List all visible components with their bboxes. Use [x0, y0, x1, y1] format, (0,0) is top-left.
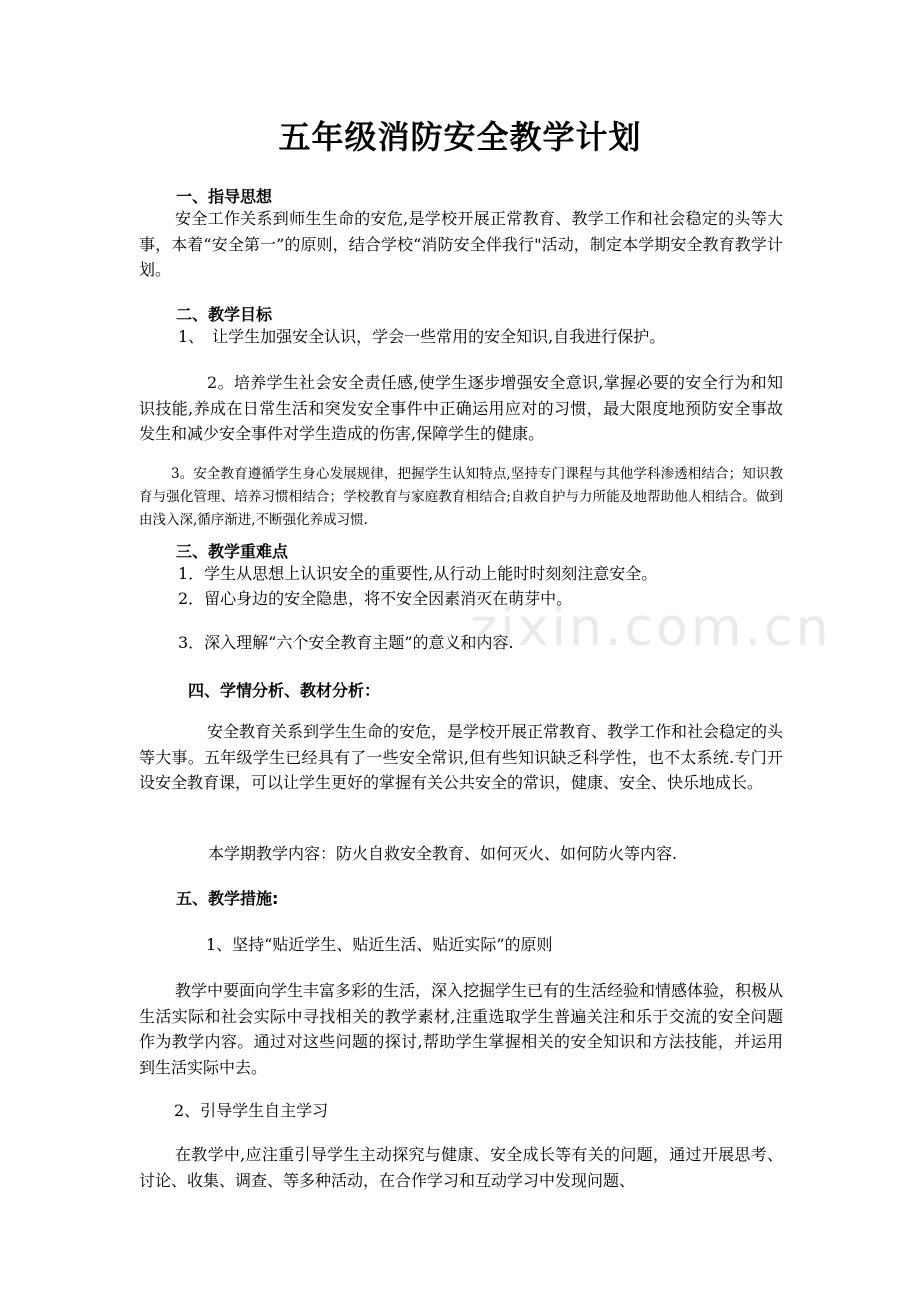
section-1-paragraph: 安全工作关系到师生生命的安危,是学校开展正常教育、教学工作和社会稳定的头等大事，本着“安全第一”的原则，结合学校“消防安全伴我行"活动，制定本学期安全教育教学计划。: [139, 209, 783, 279]
section-2-item-2: 2。培养学生社会安全责任感,使学生逐步增强安全意识,掌握必要的安全行为和知识技能,养成在日常生活和突发安全事件中正确运用应对的习惯，最大限度地预防安全事故发生和减少安全事件对学生造成的伤害,保障学生的健康。: [139, 373, 783, 443]
section-1-heading: 一、指导思想: [176, 187, 273, 206]
section-2-heading: 二、教学目标: [176, 305, 273, 324]
section-3-heading: 三、教学重难点: [176, 542, 289, 561]
section-5-heading: 五、教学措施:: [176, 889, 279, 908]
section-4-heading: 四、学情分析、教材分析：: [188, 681, 381, 700]
section-3-item-3: 3．深入理解“六个安全教育主题”的意义和内容.: [178, 633, 514, 652]
section-4-paragraph-2: 本学期教学内容：防火自救安全教育、如何灭火、如何防火等内容.: [208, 844, 678, 863]
section-3-item-2: 2．留心身边的安全隐患，将不安全因素消灭在萌芽中。: [178, 589, 573, 608]
section-4-paragraph-1: 安全教育关系到学生生命的安危，是学校开展正常教育、教学工作和社会稳定的头等大事。五年级学生已经具有了一些安全常识,但有些知识缺乏科学性，也不太系统.专门开设安全教育课，可以让学生更好的掌握有关公共安全的常识，健康、安全、快乐地成长。: [139, 722, 784, 792]
section-2-item-3: 3。安全教育遵循学生身心发展规律，把握学生认知特点,坚持专门课程与其他学科渗透相结合；知识教育与强化管理、培养习惯相结合；学校教育与家庭教育相结合;自救自护与力所能及地帮助他人相结合。做到由浅入深,循序渐进,不断强化养成习惯.: [139, 466, 783, 528]
section-2-item-1: 1、 让学生加强安全认识，学会一些常用的安全知识,自我进行保护。: [178, 327, 666, 346]
watermark: zixin.com.cn: [470, 598, 832, 658]
section-3-item-1: 1．学生从思想上认识安全的重要性,从行动上能时时刻刻注意安全。: [178, 564, 658, 583]
section-5-subheading-2: 2、引导学生自主学习: [174, 1101, 329, 1120]
section-5-paragraph-1: 教学中要面向学生丰富多彩的生活，深入挖掘学生已有的生活经验和情感体验，积极从生活实际和社会实际中寻找相关的教学素材,注重选取学生普遍关注和乐于交流的安全问题作为教学内容。通过对这些问题的探讨,帮助学生掌握相关的安全知识和方法技能，并运用到生活实际中去。: [139, 981, 784, 1077]
document-title: 五年级消防安全教学计划: [278, 118, 642, 156]
section-5-paragraph-2: 在教学中,应注重引导学生主动探究与健康、安全成长等有关的问题，通过开展思考、讨论、收集、调查、等多种活动，在合作学习和互动学习中发现问题、: [139, 1145, 783, 1190]
section-5-subheading-1: 1、坚持“贴近学生、贴近生活、贴近实际”的原则: [206, 935, 553, 954]
